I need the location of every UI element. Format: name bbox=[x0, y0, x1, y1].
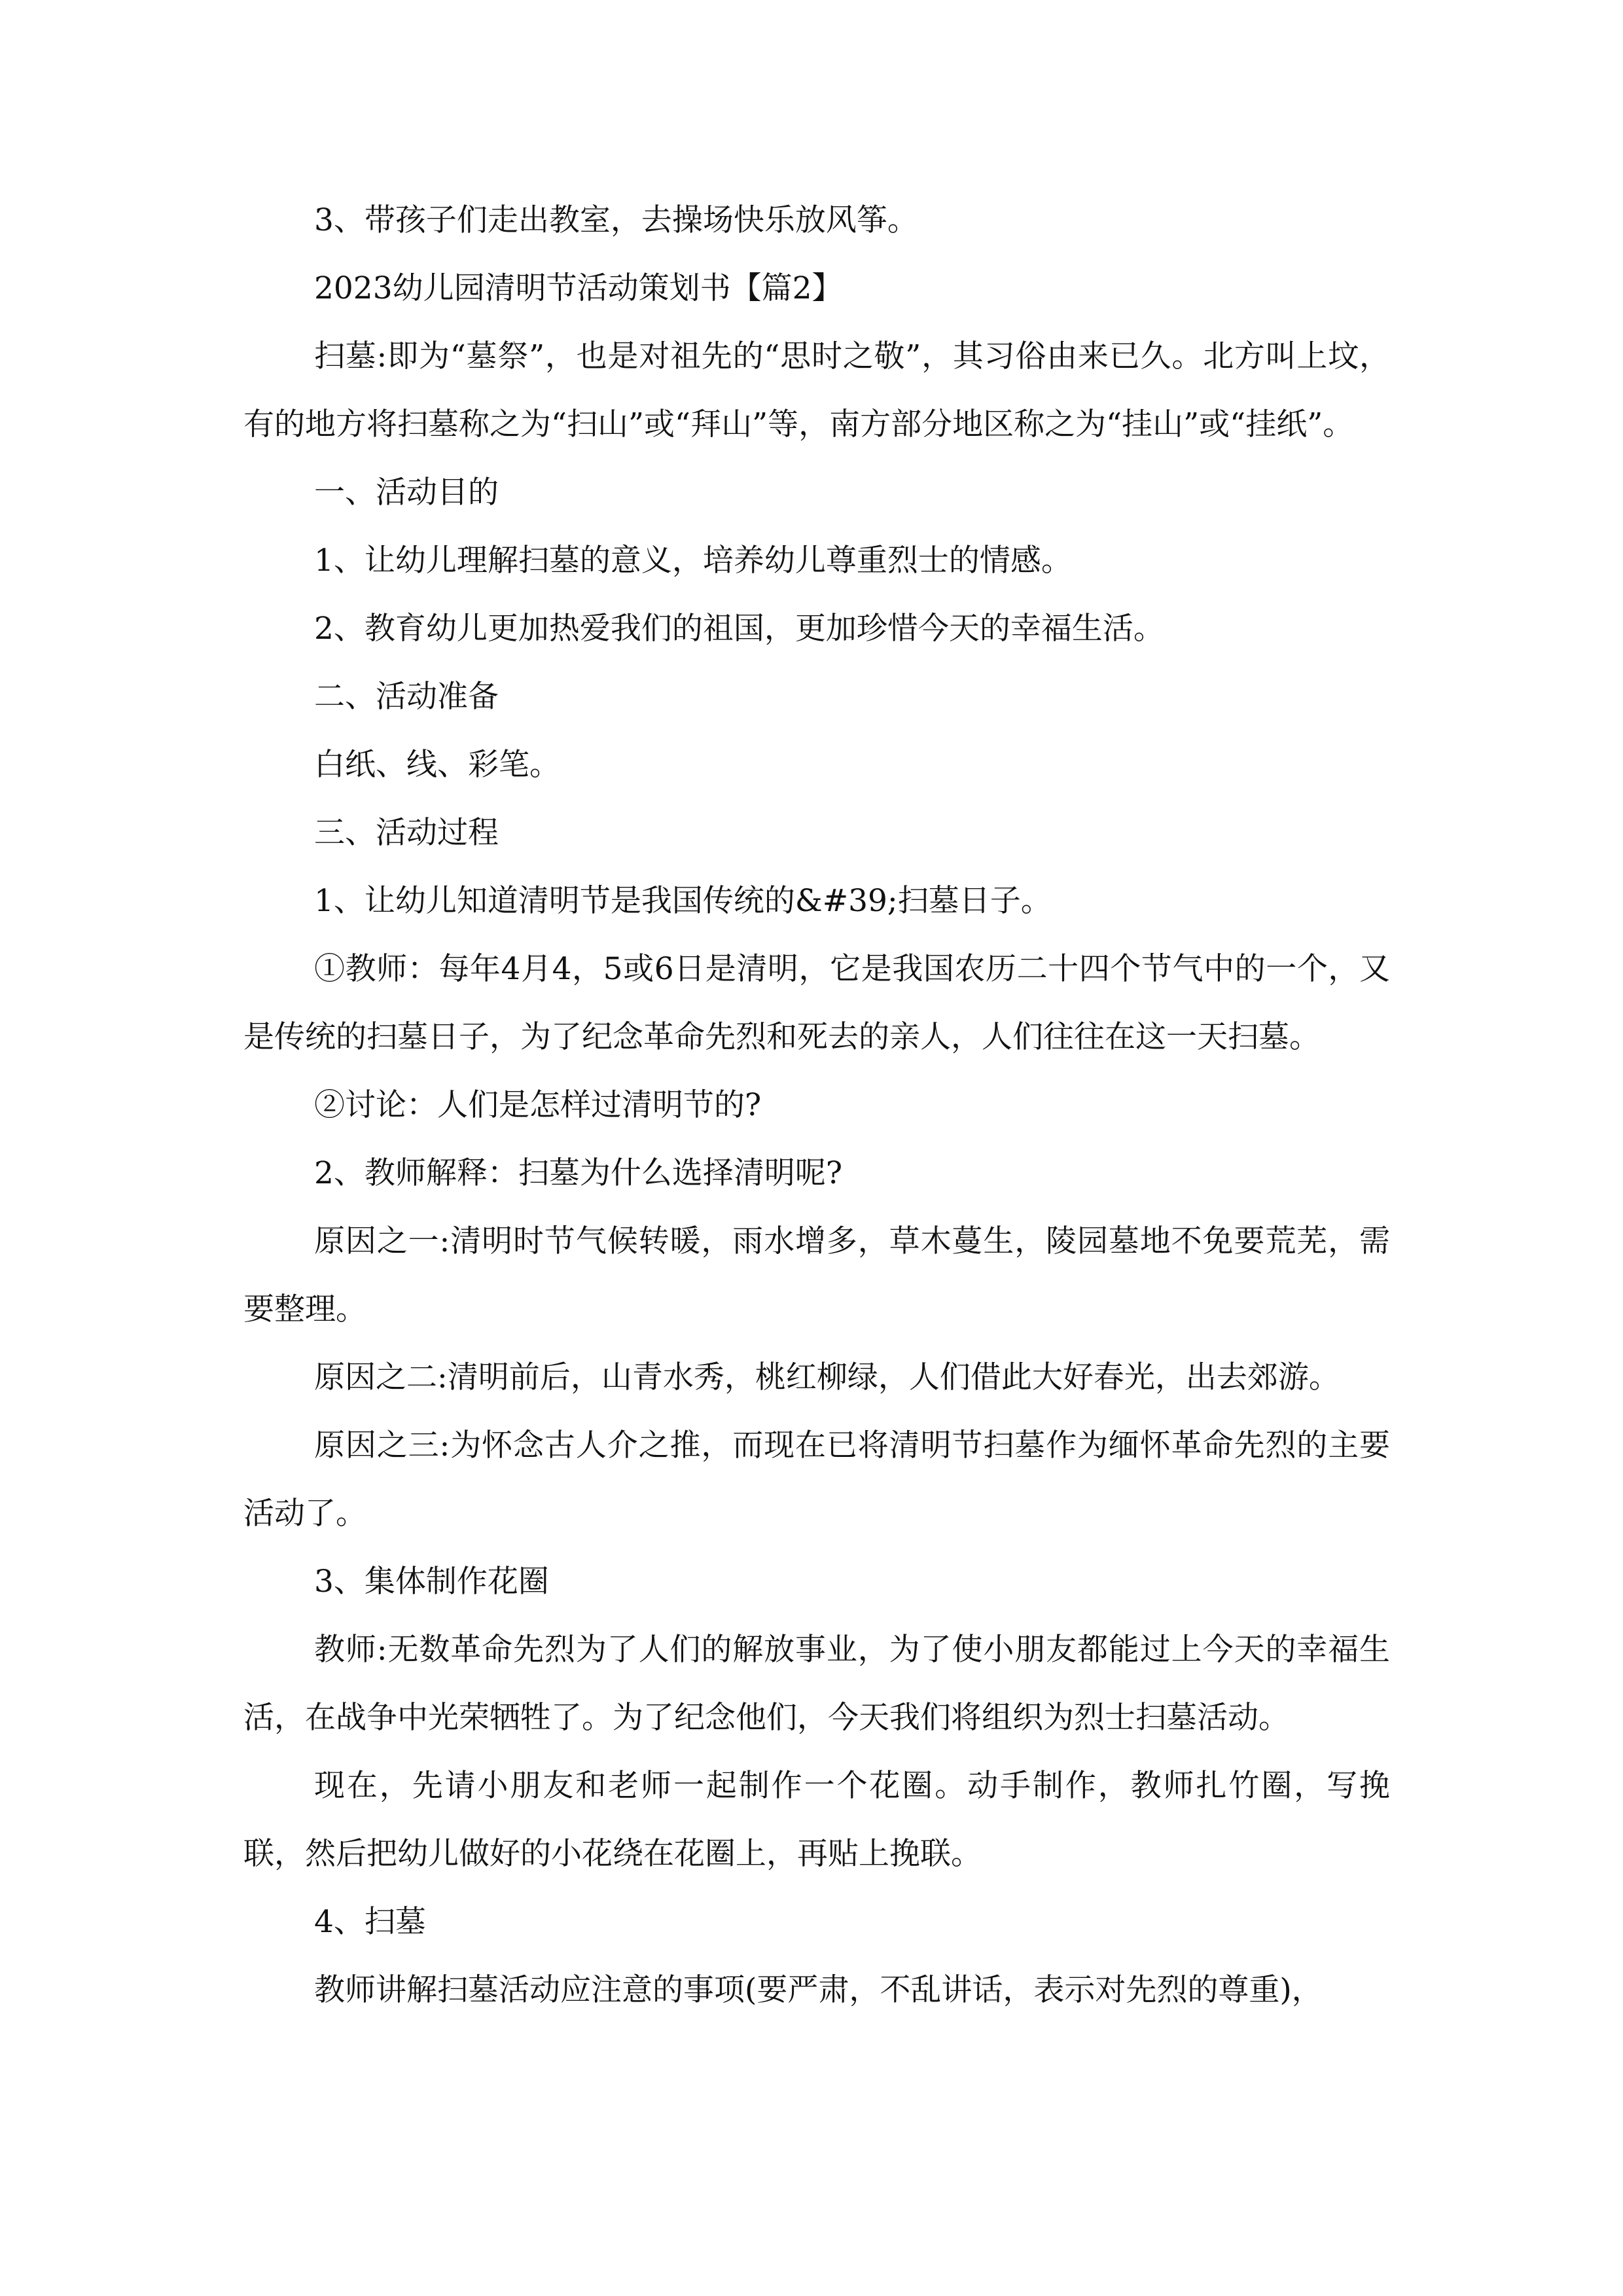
materials-paragraph: 白纸、线、彩笔。 bbox=[314, 747, 560, 783]
reason-2-paragraph: 原因之二:清明前后，山青水秀，桃红柳绿，人们借此大好春光，出去郊游。 bbox=[314, 1359, 1340, 1395]
process-step-2: 2、教师解释：扫墓为什么选择清明呢? bbox=[314, 1155, 843, 1191]
list-item-fly-kites: 3、带孩子们走出教室，去操场快乐放风筝。 bbox=[314, 202, 918, 238]
process-step-4: 4、扫墓 bbox=[314, 1904, 426, 1940]
goal-item-2: 2、教育幼儿更加热爱我们的祖国，更加珍惜今天的幸福生活。 bbox=[314, 611, 1164, 647]
intro-paragraph: 扫墓:即为“墓祭”，也是对祖先的“思时之敬”，其习俗由来已久。北方叫上坟，有的地方将扫墓称之为“扫山”或“拜山”等，南方部分地区称之为“挂山”或“挂纸”。 bbox=[243, 338, 1390, 442]
heading-activity-goals: 一、活动目的 bbox=[314, 475, 499, 511]
process-step-3: 3、集体制作花圈 bbox=[314, 1564, 549, 1600]
process-step-1: 1、让幼儿知道清明节是我国传统的&#39;扫墓日子。 bbox=[314, 883, 1052, 919]
section-title: 2023幼儿园清明节活动策划书【篇2】 bbox=[314, 270, 843, 306]
goal-item-1: 1、让幼儿理解扫墓的意义，培养幼儿尊重烈士的情感。 bbox=[314, 543, 1072, 579]
reason-1-paragraph: 原因之一:清明时节气候转暖，雨水增多，草木蔓生，陵园墓地不免要荒芜，需要整理。 bbox=[243, 1223, 1390, 1327]
document-body bbox=[243, 187, 1390, 2024]
precautions-paragraph: 教师讲解扫墓活动应注意的事项(要严肃，不乱讲话，表示对先烈的尊重)， bbox=[314, 1972, 1323, 2008]
reason-3-paragraph: 原因之三:为怀念古人介之推，而现在已将清明节扫墓作为缅怀革命先烈的主要活动了。 bbox=[243, 1427, 1390, 1532]
teacher-explanation-paragraph: ①教师：每年4月4，5或6日是清明，它是我国农历二十四个节气中的一个，又是传统的扫墓日子，为了纪念革命先烈和死去的亲人，人们往往在这一天扫墓。 bbox=[243, 951, 1390, 1055]
heading-activity-preparation: 二、活动准备 bbox=[314, 679, 499, 715]
teacher-speech-paragraph: 教师:无数革命先烈为了人们的解放事业，为了使小朋友都能过上今天的幸福生活，在战争中光荣牺牲了。为了纪念他们，今天我们将组织为烈士扫墓活动。 bbox=[243, 1632, 1390, 1736]
heading-activity-process: 三、活动过程 bbox=[314, 815, 499, 851]
wreath-making-paragraph: 现在，先请小朋友和老师一起制作一个花圈。动手制作，教师扎竹圈，写挽联，然后把幼儿做好的小花绕在花圈上，再贴上挽联。 bbox=[243, 1768, 1390, 1872]
discussion-paragraph: ②讨论：人们是怎样过清明节的? bbox=[314, 1087, 762, 1123]
